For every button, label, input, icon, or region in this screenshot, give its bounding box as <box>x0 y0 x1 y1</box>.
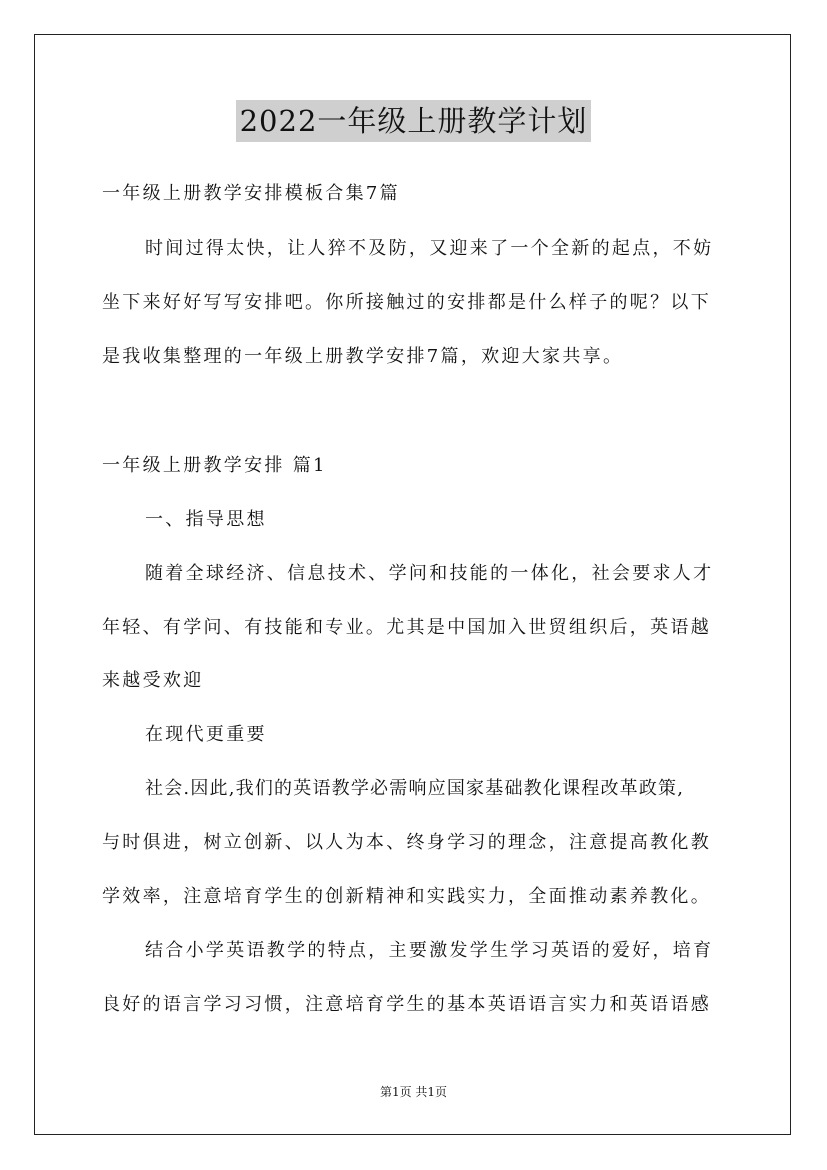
subsection-heading: 一、指导思想 <box>145 509 267 530</box>
document-title: 2022一年级上册教学计划 <box>236 100 592 142</box>
paragraph-line: 坐下来好好写写安排吧。你所接触过的安排都是什么样子的呢？以下 <box>102 292 711 313</box>
paragraph-line: 良好的语言学习习惯，注意培育学生的基本英语语言实力和英语语感 <box>102 994 711 1015</box>
paragraph-line: 时间过得太快，让人猝不及防，又迎来了一个全新的起点，不妨 <box>145 238 714 259</box>
paragraph-line: 在现代更重要 <box>145 724 267 745</box>
title-container <box>0 100 827 142</box>
paragraph-line: 来越受欢迎 <box>102 670 204 691</box>
page-footer: 第1页 共1页 <box>379 1085 448 1099</box>
paragraph-line: 结合小学英语教学的特点，主要激发学生学习英语的爱好，培育 <box>145 940 714 961</box>
paragraph-line: 学效率，注意培育学生的创新精神和实践实力，全面推动素养教化。 <box>102 886 711 907</box>
paragraph-line: 与时俱进，树立创新、以人为本、终身学习的理念，注意提高教化教 <box>102 832 711 853</box>
paragraph-line: 社会.因此,我们的英语教学必需响应国家基础教化课程改革政策, <box>145 778 685 799</box>
document-subtitle: 一年级上册教学安排模板合集7篇 <box>102 183 400 204</box>
paragraph-line: 年轻、有学问、有技能和专业。尤其是中国加入世贸组织后，英语越 <box>102 617 711 638</box>
section-heading: 一年级上册教学安排 篇1 <box>102 455 327 476</box>
paragraph-line: 随着全球经济、信息技术、学问和技能的一体化，社会要求人才 <box>145 563 714 584</box>
paragraph-line: 是我收集整理的一年级上册教学安排7篇，欢迎大家共享。 <box>102 346 624 367</box>
